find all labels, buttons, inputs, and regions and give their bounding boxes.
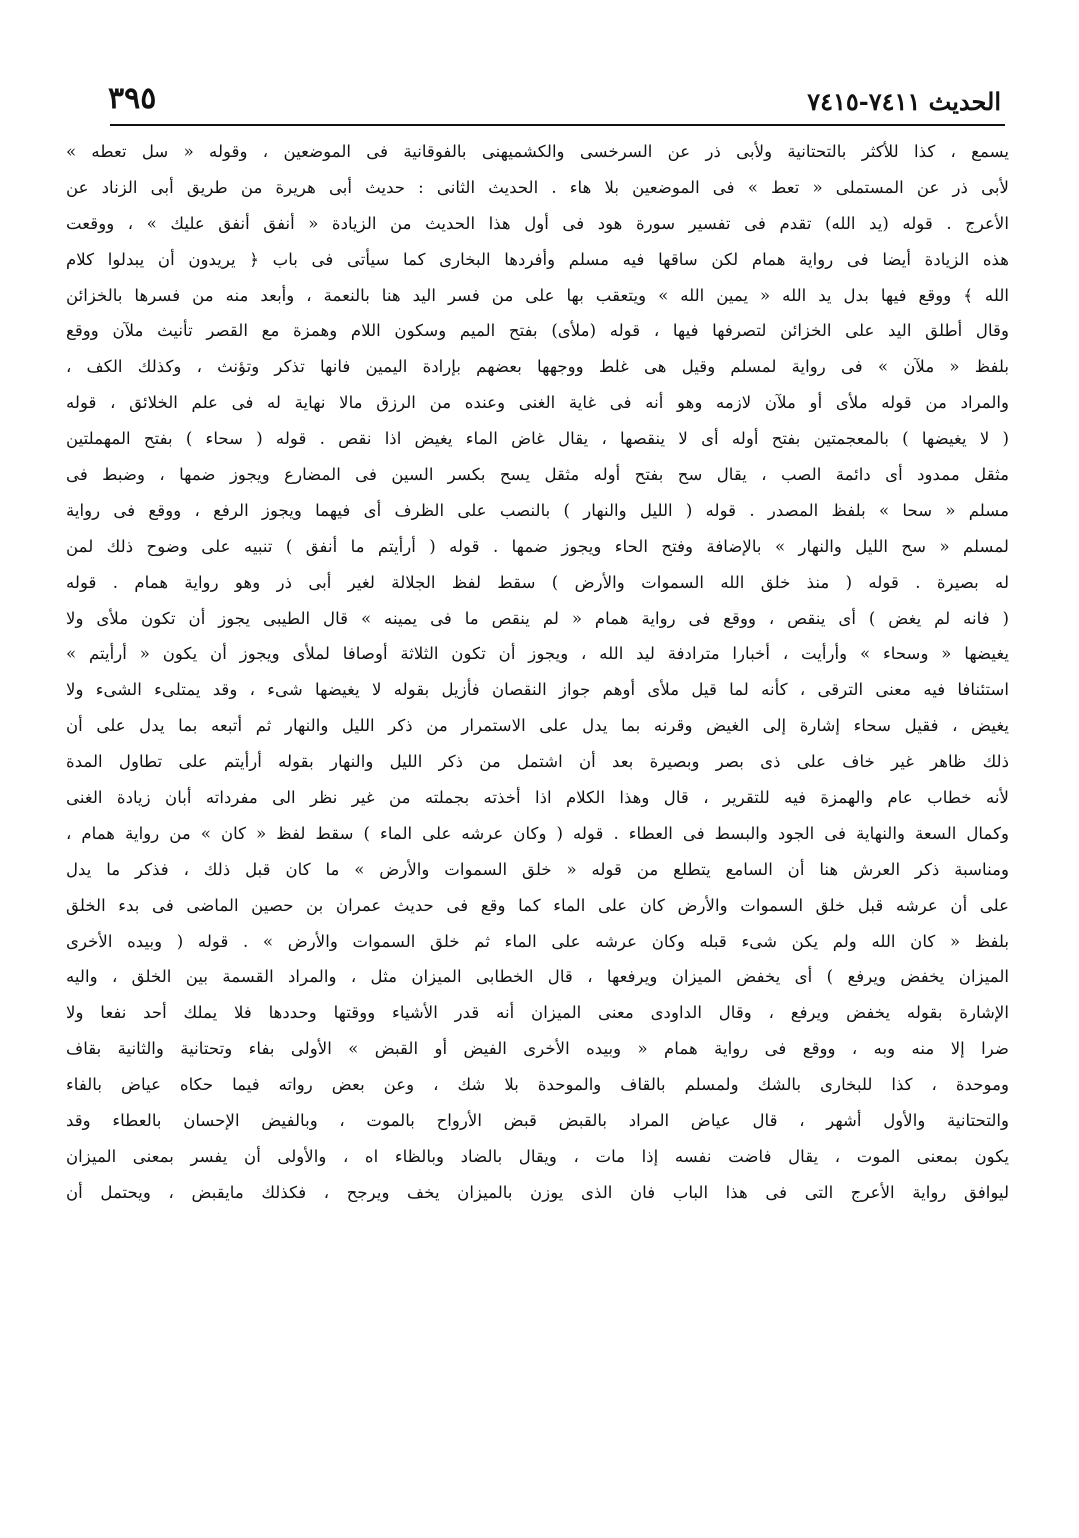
text-line: هذه الزيادة أيضا فى رواية همام لكن ساقها فيه مسلم وأفردها البخارى كما سيأتى فى باب ﴿ يريدون أن يبدلوا كلام [66, 249, 1009, 269]
text-line: ومناسبة ذكر العرش هنا أن السامع يتطلع من قوله « خلق السموات والأرض » ما كان قبل ذلك ، فذكر ما يدل [66, 859, 1009, 879]
text-line: ضرا إلا منه وبه ، ووقع فى رواية همام « وبيده الأخرى الفيض أو القبض » الأولى بفاء وتحتانية والثانية بقاف [66, 1039, 1009, 1059]
text-line: ( لا يغيضها ) بالمعجمتين بفتح أوله أى لا ينقصها ، يقال غاض الماء يغيض اذا نقص . قوله ( سحاء ) بفتح المهملتين [66, 429, 1009, 449]
header-rule [110, 124, 1005, 126]
text-line: والمراد من قوله ملأى أو ملآن لازمه وهو أنه فى غاية الغنى وعنده من الرزق مالا نهاية له فى علم الخلائق ، قوله [66, 393, 1009, 413]
text-line: والتحتانية والأول أشهر ، قال عياض المراد بالقبض قبض الأرواح بالموت ، وبالفيض الإحسان بالعطاء وقد [66, 1111, 1009, 1131]
text-line: لأبى ذر عن المستملى « تعط » فى الموضعين بلا هاء . الحديث الثانى : حديث أبى هريرة من طريق أبى الزناد عن [66, 177, 1009, 197]
text-line: بلفظ « كان الله ولم يكن شىء قبله وكان عرشه على الماء ثم خلق السموات والأرض » . قوله ( وبيده الأخرى [66, 931, 1009, 951]
text-line: وكمال السعة والنهاية فى الجود والبسط فى العطاء . قوله ( وكان عرشه على الماء ) سقط لفظ « كان » من رواية همام ، [66, 823, 1009, 843]
text-line: ( فانه لم يغض ) أى ينقص ، ووقع فى رواية همام « لم ينقص ما فى يمينه » قال الطيبى يجوز أن تكون ملأى ولا [66, 608, 1009, 628]
text-line: على أن عرشه قبل خلق السموات والأرض كان على الماء كما وقع فى حديث عمران بن حصين الماضى فى بدء الخلق [66, 895, 1009, 915]
text-line: يسمع ، كذا للأكثر بالتحتانية ولأبى ذر عن السرخسى والكشميهنى بالفوقانية فى الموضعين ، وقوله « سل تعطه » [66, 142, 1009, 161]
page-header [108, 72, 1001, 116]
commentary-body [66, 134, 1009, 1424]
text-line: ليوافق رواية الأعرج التى فى هذا الباب فان الذى يوزن بالميزان يخف ويرجح ، فكذلك مايقبض ، ويحتمل أن [66, 1182, 1009, 1202]
text-line: وموحدة ، كذا للبخارى بالشك ولمسلم بالقاف والموحدة بلا شك ، وعن بعض رواته فيما حكاه عياض بالفاء [66, 1075, 1009, 1095]
text-line: لأنه خطاب عام والهمزة فيه للتقرير ، قال وهذا الكلام اذا أخذته بجملته من غير نظر الى مفرداته أبان زيادة الغنى [66, 788, 1009, 808]
text-line: الله ﴾ ووقع فيها بدل يد الله « يمين الله » ويتعقب بها على من فسر اليد هنا بالنعمة ، وأبعد منه من فسرها بالخزائن [66, 285, 1009, 305]
text-line: ذلك ظاهر غير خاف على ذى بصر وبصيرة بعد أن اشتمل من ذكر الليل والنهار بقوله أرأيتم على تطاول المدة [66, 752, 1009, 772]
text-line: مثقل ممدود أى دائمة الصب ، يقال سح بفتح أوله مثقل يسح بكسر السين فى المضارع ويجوز ضمها ، وضبط فى [66, 465, 1009, 485]
text-line: الأعرج . قوله (يد الله) تقدم فى تفسير سورة هود فى أول هذا الحديث من الزيادة « أنفق أنفق عليك » ، ووقعت [66, 213, 1009, 233]
text-line: مسلم « سحا » بلفظ المصدر . قوله ( الليل والنهار ) بالنصب على الظرف أى فيهما ويجوز الرفع ، ووقع فى رواية [66, 500, 1009, 520]
text-line: يكون بمعنى الموت ، يقال فاضت نفسه إذا مات ، ويقال بالضاد وبالظاء اه ، والأولى أن يفسر بمعنى الميزان [66, 1146, 1009, 1166]
text-line: الميزان يخفض ويرفع ) أى يخفض الميزان ويرفعها ، قال الخطابى الميزان مثل ، والمراد القسمة بين الخلق ، واليه [66, 967, 1009, 987]
text-line: يغيض ، فقيل سحاء إشارة إلى الغيض وقرنه بما يدل على الاستمرار من ذكر الليل والنهار ثم أتبعه بما يدل على أن [66, 716, 1009, 736]
text-line: له بصيرة . قوله ( منذ خلق الله السموات والأرض ) سقط لفظ الجلالة لغير أبى ذر وهو رواية همام . قوله [66, 572, 1009, 592]
text-line: وقال أطلق اليد على الخزائن لتصرفها فيها ، قوله (ملأى) بفتح الميم وسكون اللام وهمزة مع القصر تأنيث ملآن ووقع [66, 321, 1009, 341]
running-title: الحديث ٧٤١١-٧٤١٥ [807, 87, 1001, 116]
text-line: لمسلم « سح الليل والنهار » بالإضافة وفتح الحاء ويجوز ضمها . قوله ( أرأيتم ما أنفق ) تنبيه على وضوح ذلك لمن [66, 536, 1009, 556]
text-line: استئنافا فيه معنى الترقى ، كأنه لما قيل ملأى أوهم جواز النقصان فأزيل بقوله لا يغيضها شىء ، وقد يمتلىء الشىء ولا [66, 680, 1009, 700]
text-line: يغيضها « وسحاء » وأرأيت ، أخبارا مترادفة ليد الله ، ويجوز أن تكون الثلاثة أوصافا لملأى ويجوز أن يكون « أرأيتم » [66, 644, 1009, 664]
text-line: الإشارة بقوله يخفض ويرفع ، وقال الداودى معنى الميزان أنه قدر الأشياء ووقتها وحددها فلا يملك أحد نفعا ولا [66, 1003, 1009, 1023]
page-number: ٣٩٥ [108, 81, 157, 116]
text-line: بلفظ « ملآن » فى رواية لمسلم وقيل هى غلط ووجهها بعضهم بإرادة اليمين فانها تذكر وتؤنث ، وكذلك الكف ، [66, 357, 1009, 377]
